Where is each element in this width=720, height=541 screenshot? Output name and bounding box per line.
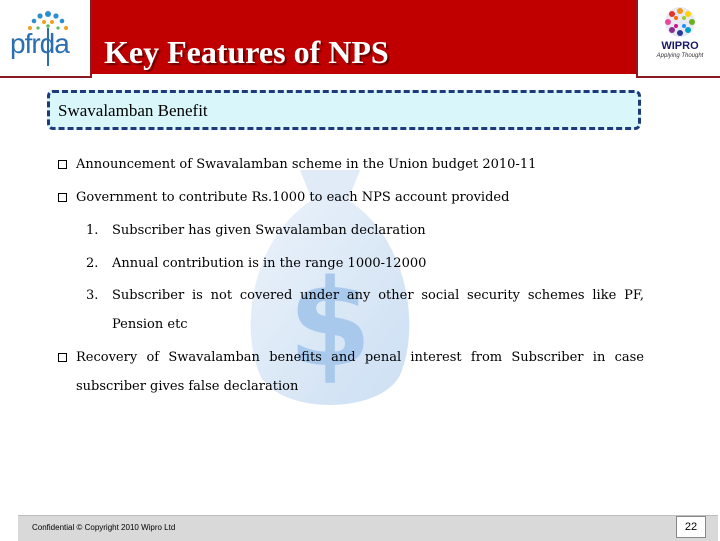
- numbered-item-continuation: Pension etc: [112, 317, 188, 332]
- footer-copyright: Confidential © Copyright 2010 Wipro Ltd: [32, 523, 176, 532]
- pfrda-logo-text: pfrda: [10, 28, 69, 59]
- bullet-item: Announcement of Swavalamban scheme in the Union budget 2010-11: [76, 157, 537, 172]
- page-title: Key Features of NPS: [104, 34, 389, 70]
- wipro-logo-tagline: Applying Thought: [656, 53, 704, 59]
- bullet-item-continuation: subscriber gives false declaration: [76, 379, 299, 394]
- numbered-index: 1.: [86, 223, 99, 238]
- numbered-item: Subscriber has given Swavalamban declaration: [112, 223, 426, 238]
- page-number: 22: [676, 516, 706, 538]
- wipro-logo-name: WIPRO: [661, 40, 699, 52]
- numbered-item: Annual contribution is in the range 1000-12000: [112, 256, 427, 271]
- bullet-item: Recovery of Swavalamban benefits and penal interest from Subscriber in case: [76, 350, 644, 365]
- bullet-marker: [58, 160, 67, 169]
- numbered-index: 2.: [86, 256, 99, 271]
- numbered-item: Subscriber is not covered under any other social security schemes like PF,: [112, 288, 644, 303]
- section-title: Swavalamban Benefit: [58, 101, 208, 120]
- bullet-marker: [58, 353, 67, 362]
- bullet-marker: [58, 193, 67, 202]
- svg-text:$: $: [288, 255, 372, 394]
- bullet-item: Government to contribute Rs.1000 to each NPS account provided: [76, 190, 510, 205]
- numbered-index: 3.: [86, 288, 99, 303]
